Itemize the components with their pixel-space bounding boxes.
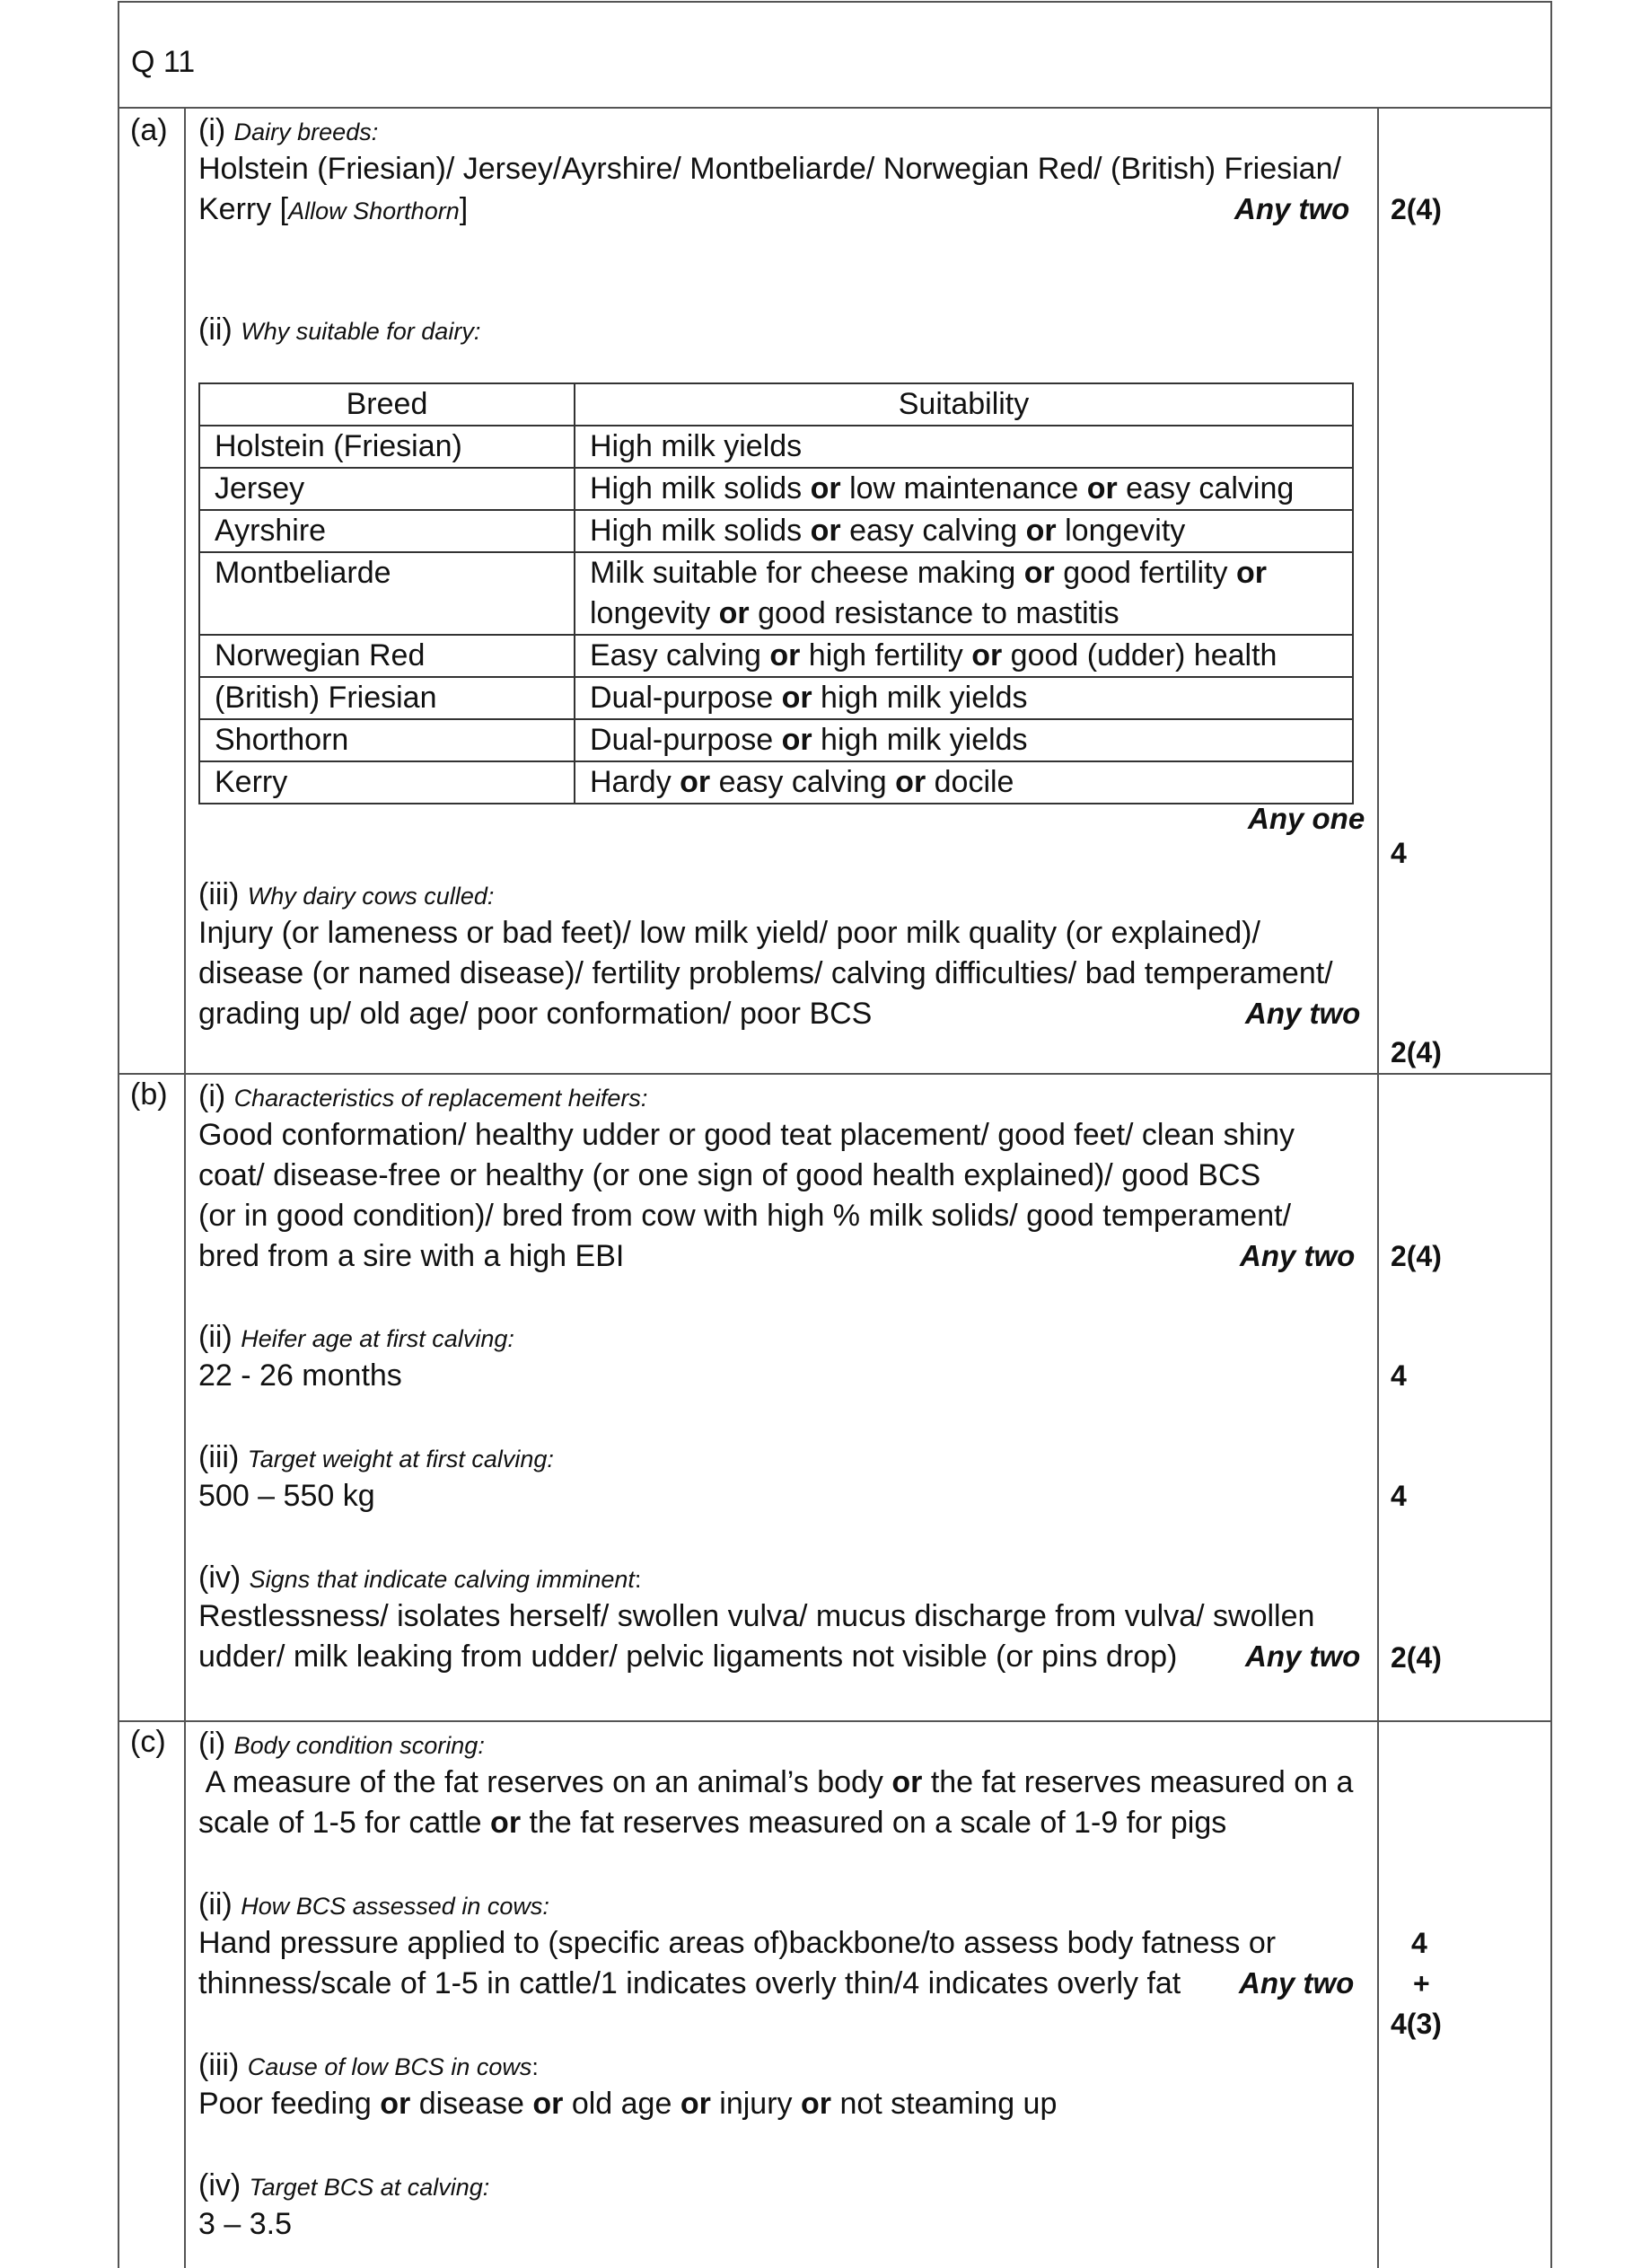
or-word: or — [781, 681, 812, 715]
b-i-number: (i) — [198, 1079, 226, 1113]
a-i-answer-line2 — [198, 189, 468, 232]
or-word: or — [810, 471, 841, 505]
or-word: or — [680, 2087, 711, 2121]
breed-cell: Jersey — [199, 468, 575, 510]
c-i-line1-b: the fat reserves measured on a — [922, 1765, 1354, 1799]
b-i-answer-line3: (or in good condition)/ bred from cow with high % milk solids/ good temperament/ — [198, 1199, 1292, 1233]
c-iv-number: (iv) — [198, 2168, 241, 2202]
suitability-cell — [575, 719, 1353, 761]
c-ii-title: How BCS assessed in cows: — [241, 1893, 549, 1920]
breed-cell: Ayrshire — [199, 510, 575, 552]
c-i-line2-a: scale of 1-5 for cattle — [198, 1806, 491, 1840]
or-word: or — [490, 1806, 522, 1840]
a-i-number: (i) — [198, 113, 226, 147]
b-ii-title: Heifer age at first calving: — [241, 1325, 514, 1352]
question-number: Q 11 — [131, 45, 196, 79]
a-iii-heading — [198, 877, 494, 912]
label-column-divider-1 — [184, 107, 186, 1720]
c-mark-4-3: 4(3) — [1391, 2008, 1442, 2040]
c-ii-heading — [198, 1887, 549, 1922]
cause-part: not steaming up — [839, 2087, 1058, 2121]
suitability-part: high milk yields — [821, 681, 1028, 715]
table-row — [199, 719, 1353, 761]
breed-cell: Holstein (Friesian) — [199, 426, 575, 468]
top-border — [118, 1, 1551, 3]
b-ii-number: (ii) — [198, 1320, 233, 1354]
suitability-part: Milk suitable for cheese making — [590, 556, 1024, 590]
or-word: or — [800, 2087, 831, 2121]
right-border-bottom — [1550, 1720, 1552, 2268]
a-i-title: Dairy breeds: — [233, 119, 379, 145]
suitability-part: longevity — [590, 596, 711, 630]
table-row — [199, 510, 1353, 552]
b-i-heading — [198, 1079, 647, 1114]
suitability-part: docile — [934, 765, 1014, 799]
section-b-divider — [118, 1073, 1551, 1075]
or-word: or — [718, 596, 750, 630]
b-i-answer-line1: Good conformation/ healthy udder or good teat placement/ good feet/ clean shiny — [198, 1118, 1295, 1152]
a-ii-mark: 4 — [1391, 837, 1407, 869]
breed-cell: Norwegian Red — [199, 635, 575, 677]
table-row — [199, 677, 1353, 719]
suitability-cell — [575, 677, 1353, 719]
section-c-top-border — [118, 1720, 1551, 1722]
b-iii-mark: 4 — [1391, 1480, 1407, 1512]
or-word: or — [781, 723, 812, 757]
b-iii-answer: 500 – 550 kg — [198, 1479, 375, 1513]
cause-part: disease — [418, 2087, 524, 2121]
suitability-part: good fertility — [1063, 556, 1228, 590]
b-iv-colon: : — [634, 1566, 642, 1593]
a-i-line2-start: Kerry [ — [198, 192, 289, 226]
a-ii-title: Why suitable for dairy: — [241, 318, 481, 345]
suitability-part: longevity — [1065, 514, 1186, 548]
c-i-line2-b: the fat reserves measured on a scale of 1-9 for pigs — [521, 1806, 1227, 1840]
c-ii-any-two: Any two — [1239, 1966, 1355, 2000]
or-word: or — [895, 765, 926, 799]
table-row — [199, 761, 1353, 804]
suitability-cell — [575, 426, 1353, 468]
b-i-answer-line4: bred from a sire with a high EBI — [198, 1239, 625, 1273]
b-iii-number: (iii) — [198, 1440, 240, 1474]
breed-cell: Shorthorn — [199, 719, 575, 761]
header-breed: Breed — [199, 383, 575, 426]
c-iii-title: Cause of low BCS in cows — [247, 2053, 532, 2080]
a-iii-answer-line3: grading up/ old age/ poor conformation/ poor BCS — [198, 997, 873, 1031]
c-ii-number: (ii) — [198, 1887, 233, 1921]
b-iii-heading — [198, 1440, 554, 1475]
c-i-heading — [198, 1727, 485, 1762]
or-word: or — [769, 638, 801, 672]
c-iii-heading — [198, 2048, 539, 2083]
c-i-number: (i) — [198, 1727, 226, 1761]
or-word: or — [680, 765, 711, 799]
c-iii-number: (iii) — [198, 2048, 240, 2082]
right-border-top — [1550, 1, 1552, 1720]
left-border-bottom — [118, 1720, 119, 2268]
a-iii-mark: 2(4) — [1391, 1036, 1442, 1068]
a-iii-answer-line2: disease (or named disease)/ fertility problems/ calving difficulties/ bad temperament/ — [198, 956, 1333, 990]
a-iii-title: Why dairy cows culled: — [247, 883, 495, 910]
suitability-part: good (udder) health — [1010, 638, 1277, 672]
suitability-part: high milk yields — [821, 723, 1028, 757]
section-b-label: (b) — [130, 1077, 168, 1112]
c-ii-answer-line2: thinness/scale of 1-5 in cattle/1 indicates overly thin/4 indicates overly fat — [198, 1966, 1181, 2000]
b-ii-mark: 4 — [1391, 1359, 1407, 1392]
b-ii-heading — [198, 1320, 514, 1355]
a-iii-number: (iii) — [198, 877, 240, 911]
c-iv-title: Target BCS at calving: — [249, 2174, 490, 2201]
breed-cell: (British) Friesian — [199, 677, 575, 719]
breed-suitability-table — [198, 382, 1354, 804]
c-iv-answer: 3 – 3.5 — [198, 2207, 292, 2241]
header-suitability: Suitability — [575, 383, 1353, 426]
a-ii-heading — [198, 312, 480, 347]
a-i-allow-note: Allow Shorthorn — [288, 198, 460, 224]
b-i-any-two: Any two — [1240, 1239, 1356, 1272]
or-word: or — [810, 514, 841, 548]
c-iii-colon: : — [531, 2053, 539, 2080]
suitability-part: Easy calving — [590, 638, 761, 672]
a-i-mark: 2(4) — [1391, 193, 1442, 225]
left-border-top — [118, 1, 119, 1720]
suitability-part: High milk solids — [590, 471, 803, 505]
table-row — [199, 468, 1353, 510]
b-iv-number: (iv) — [198, 1560, 241, 1595]
b-i-title: Characteristics of replacement heifers: — [233, 1085, 648, 1112]
a-i-heading — [198, 113, 378, 148]
c-mark-4: 4 — [1411, 1927, 1427, 1959]
b-iv-answer-line2: udder/ milk leaking from udder/ pelvic ligaments not visible (or pins drop) — [198, 1639, 1178, 1674]
cause-part: Poor feeding — [198, 2087, 372, 2121]
suitability-part: High milk solids — [590, 514, 803, 548]
or-word: or — [1086, 471, 1118, 505]
label-column-divider-2 — [184, 1720, 186, 2268]
a-i-line2-end: ] — [459, 192, 469, 226]
a-i-answer-line1: Holstein (Friesian)/ Jersey/Ayrshire/ Montbeliarde/ Norwegian Red/ (British) Friesian/ — [198, 152, 1341, 186]
c-iv-heading — [198, 2168, 489, 2203]
b-i-answer-line2: coat/ disease-free or healthy (or one sign of good health explained)/ good BCS — [198, 1158, 1261, 1192]
suitability-part: high fertility — [808, 638, 963, 672]
c-i-answer-line2 — [198, 1803, 1226, 1843]
table-row — [199, 426, 1353, 468]
suitability-part: easy calving — [718, 765, 887, 799]
a-iii-answer-line1: Injury (or lameness or bad feet)/ low milk yield/ poor milk quality (or explained)/ — [198, 916, 1260, 950]
suitability-part: High milk yields — [590, 429, 803, 463]
cause-part: injury — [719, 2087, 793, 2121]
or-word: or — [971, 638, 1003, 672]
header-divider — [118, 107, 1551, 109]
a-ii-number: (ii) — [198, 312, 233, 347]
breed-cell: Montbeliarde — [199, 552, 575, 635]
or-word: or — [532, 2087, 564, 2121]
suitability-part: easy calving — [849, 514, 1018, 548]
section-a-label: (a) — [130, 113, 168, 147]
suitability-part: low maintenance — [849, 471, 1079, 505]
b-iv-title: Signs that indicate calving imminent — [249, 1566, 635, 1593]
suitability-part: good resistance to mastitis — [758, 596, 1119, 630]
c-ii-answer-line1: Hand pressure applied to (specific areas of)backbone/to assess body fatness or — [198, 1926, 1277, 1960]
section-c-label: (c) — [130, 1725, 166, 1759]
c-i-answer-line1 — [198, 1763, 1353, 1803]
a-i-any-two: Any two — [1234, 192, 1350, 225]
mark-column-divider-2 — [1377, 1720, 1379, 2268]
suitability-cell — [575, 761, 1353, 804]
suitability-cell — [575, 510, 1353, 552]
a-iii-any-two: Any two — [1245, 997, 1361, 1030]
breed-cell: Kerry — [199, 761, 575, 804]
or-word: or — [1023, 556, 1055, 590]
suitability-part: Dual-purpose — [590, 681, 774, 715]
or-word: or — [380, 2087, 411, 2121]
table-row — [199, 635, 1353, 677]
suitability-cell — [575, 468, 1353, 510]
cause-part: old age — [571, 2087, 672, 2121]
table-header-row — [199, 383, 1353, 426]
c-i-line1-a: A measure of the fat reserves on an animal’s body — [198, 1765, 892, 1799]
a-ii-any-one: Any one — [1248, 802, 1365, 835]
or-word: or — [1236, 556, 1268, 590]
suitability-part: easy calving — [1126, 471, 1295, 505]
suitability-part: Dual-purpose — [590, 723, 774, 757]
b-i-mark: 2(4) — [1391, 1240, 1442, 1272]
b-iv-any-two: Any two — [1245, 1639, 1361, 1673]
table-row — [199, 552, 1353, 635]
c-i-title: Body condition scoring: — [233, 1732, 485, 1759]
suitability-cell — [575, 552, 1353, 635]
suitability-part: Hardy — [590, 765, 672, 799]
suitability-cell — [575, 635, 1353, 677]
b-iv-answer-line1: Restlessness/ isolates herself/ swollen vulva/ mucus discharge from vulva/ swollen — [198, 1599, 1315, 1633]
b-ii-answer: 22 - 26 months — [198, 1358, 402, 1393]
b-iv-mark: 2(4) — [1391, 1641, 1442, 1674]
or-word: or — [1025, 514, 1057, 548]
c-mark-plus: + — [1413, 1967, 1430, 2000]
or-word: or — [891, 1765, 923, 1799]
b-iv-heading — [198, 1560, 641, 1596]
b-iii-title: Target weight at first calving: — [247, 1446, 554, 1472]
c-iii-answer — [198, 2084, 1057, 2124]
mark-column-divider-1 — [1377, 107, 1379, 1720]
